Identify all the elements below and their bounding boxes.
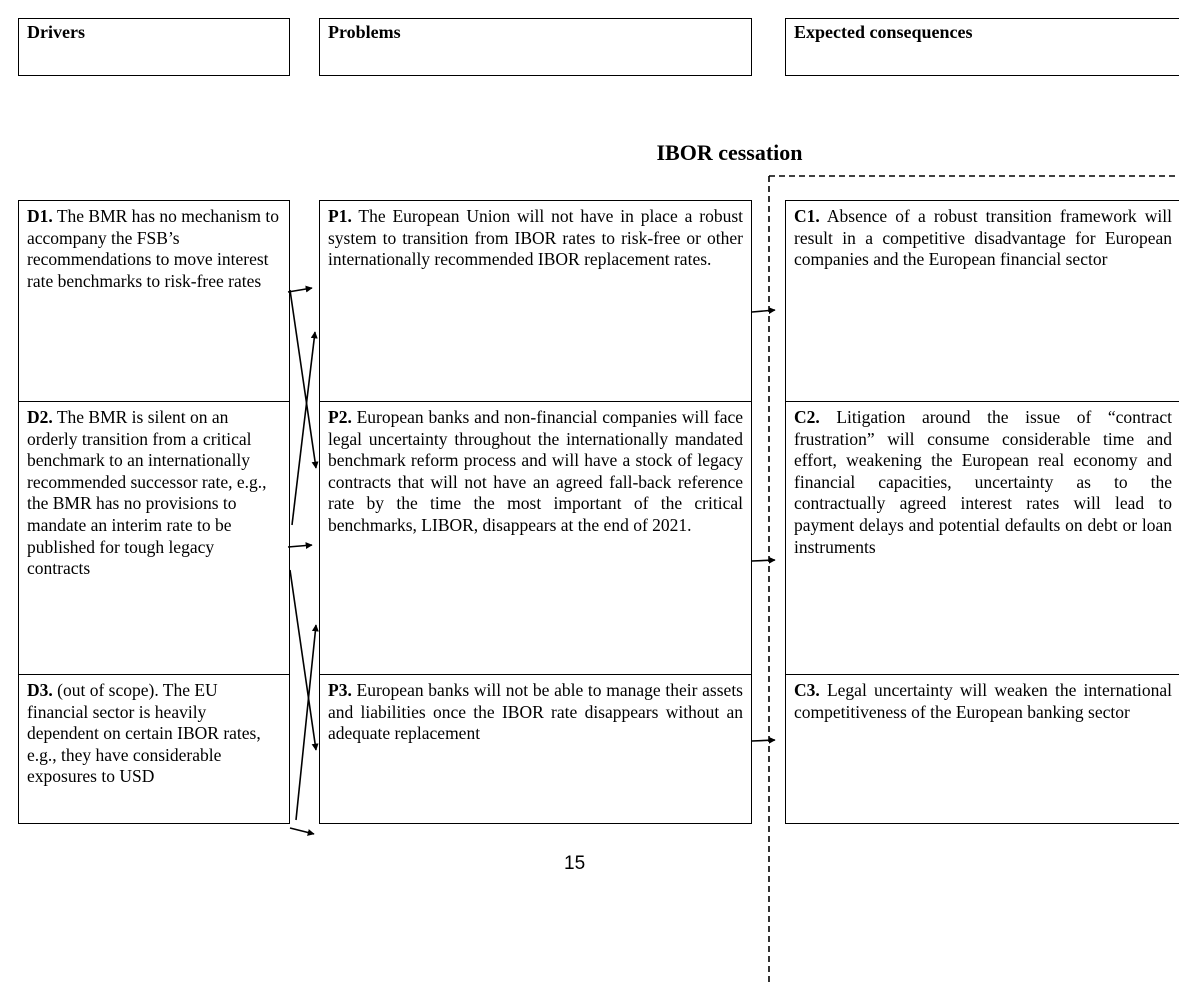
driver-d3-code: D3. <box>27 680 53 700</box>
driver-d2-code: D2. <box>27 407 53 427</box>
driver-d2-text: The BMR is silent on an orderly transition from a critical benchmark to an internationally recommended successor rate, e.g., the BMR has no provisions to mandate an interim rate to be published for tough legacy contracts <box>27 407 267 579</box>
problem-p1-code: P1. <box>328 206 352 226</box>
driver-d1-text: The BMR has no mechanism to accompany the FSB’s recommendations to move interest rate benchmarks to risk-free rates <box>27 206 279 291</box>
problem-p2-text: European banks and non-financial companies will face legal uncertainty throughout the internationally mandated benchmark reform process and will have a stock of legacy contracts that will not have an agreed fall-back reference rate by the time the most important of the critical benchmarks, LIBOR, disappears at the end of 2021. <box>328 407 743 535</box>
consequence-c3-text: Legal uncertainty will weaken the international competitiveness of the European banking sector <box>794 680 1172 722</box>
consequence-c1-text: Absence of a robust transition framework will result in a competitive disadvantage for European companies and the European financial sector <box>794 206 1172 270</box>
arrow-d3-p2 <box>296 625 316 820</box>
arrow-d2-p2 <box>288 545 312 547</box>
arrow-d2-p1 <box>292 332 315 525</box>
consequence-c3-code: C3. <box>794 680 820 700</box>
problem-p2-code: P2. <box>328 407 352 427</box>
problem-p3-text: European banks will not be able to manage their assets and liabilities once the IBOR rate disappears without an adequate replacement <box>328 680 743 744</box>
diagram-title: IBOR cessation <box>656 140 803 165</box>
consequence-c2-code: C2. <box>794 407 820 427</box>
driver-d3-text: (out of scope). The EU financial sector is heavily dependent on certain IBOR rates, e.g., they have considerable exposures to USD <box>27 680 261 787</box>
arrow-d3-p3 <box>290 828 314 834</box>
arrow-p1-c1 <box>752 310 775 312</box>
header-consequences-label: Expected consequences <box>794 22 973 42</box>
driver-d1-code: D1. <box>27 206 53 226</box>
header-drivers-label: Drivers <box>27 22 85 42</box>
header-problems-label: Problems <box>328 22 401 42</box>
problem-p3-code: P3. <box>328 680 352 700</box>
arrow-p2-c2 <box>752 560 775 561</box>
arrow-d1-p2 <box>290 290 316 468</box>
arrow-p3-c3 <box>752 740 775 741</box>
problem-p1-text: The European Union will not have in place a robust system to transition from IBOR rates to risk-free or other internationally recommended IBOR replacement rates. <box>328 206 743 270</box>
page-number: 15 <box>564 853 586 874</box>
consequence-c1-code: C1. <box>794 206 820 226</box>
arrow-d1-p1 <box>288 288 312 292</box>
consequence-c2-text: Litigation around the issue of “contract frustration” will consume considerable time and effort, weakening the European real economy and financial capacities, uncertainty as to the contractually agreed interest rates will lead to payment delays and potential defaults on debt or loan instruments <box>794 407 1172 557</box>
